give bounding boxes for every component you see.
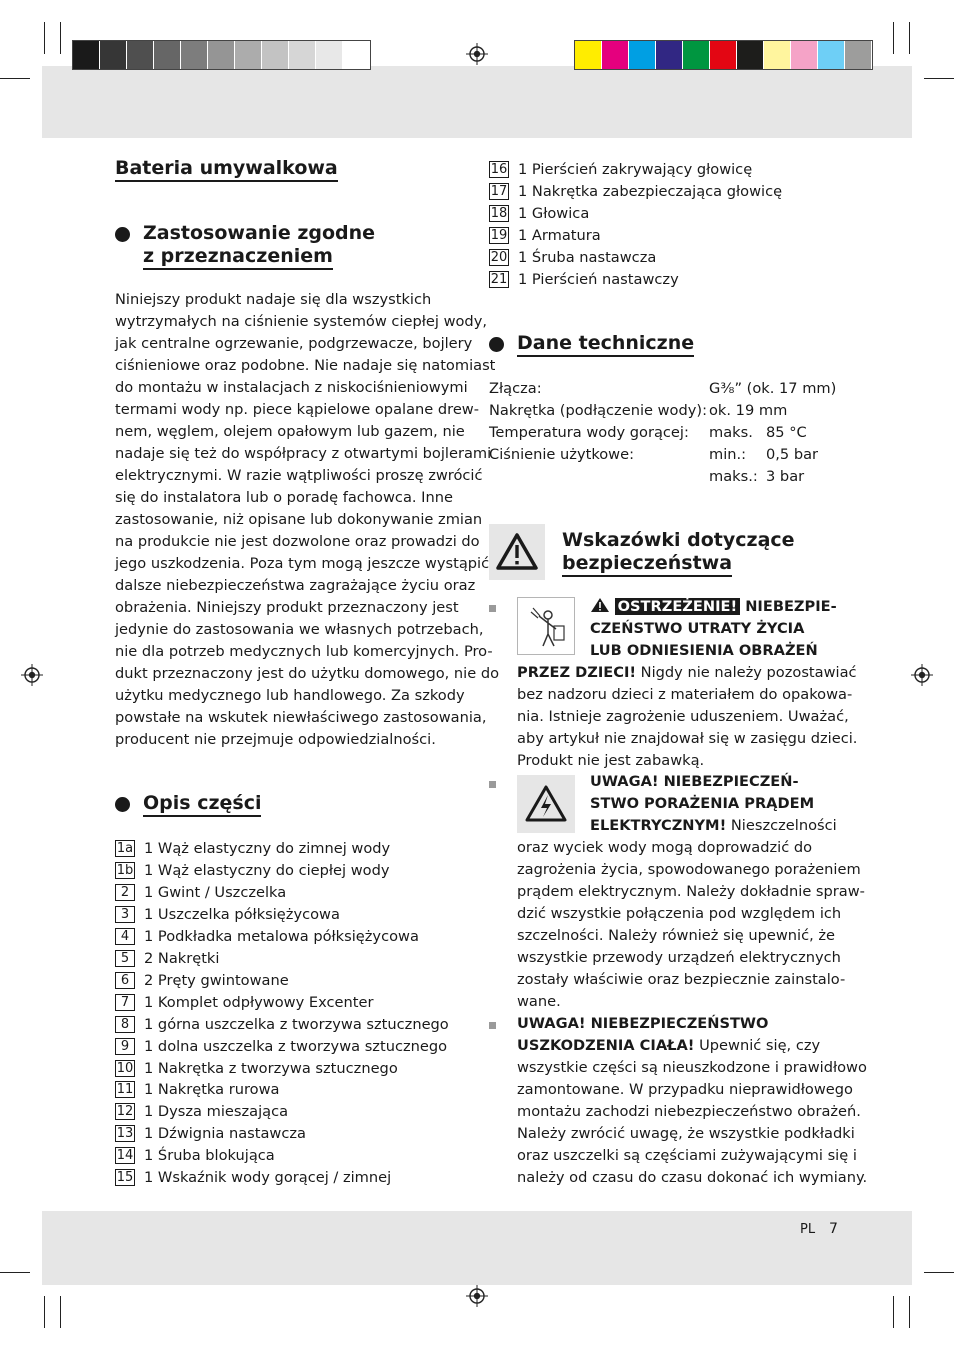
gray-swatch [127,41,154,69]
list-item [489,270,679,289]
list-item [115,1059,398,1078]
part-description: 1 Pierścień zakrywający głowicę [518,161,753,178]
warning-child-text: OSTRZEŻENIE! NIEBEZPIE- CZEŃSTWO UTRATY ŻYCIA LUB ODNIESIENIA OBRAŻEŃ [590,598,837,659]
paragraph-line: aby artykuł nie znajdował się w zasięgu dzieci. [517,730,858,747]
paragraph-line: prądem elektrycznym. Należy dokładnie spraw- [517,883,865,900]
list-bullet [489,1022,496,1029]
section-title-tech-data: Dane techniczne [517,332,694,355]
part-description: 1 Dysza mieszająca [144,1103,289,1121]
crop-mark [893,22,894,54]
paragraph-line: się do instalatora lub o poradę fachowca. Inne [115,489,453,506]
part-number: 10 [116,1060,134,1076]
section-bullet [115,797,130,812]
crop-mark [44,1296,45,1328]
registration-mark-icon [466,1285,488,1307]
part-description: 2 Nakrętki [144,949,220,967]
crop-mark [893,1296,894,1328]
warning-electric-text-rest [517,837,865,1013]
spec-value-2: 0,5 bar [766,446,819,463]
part-description: 1 Wąż elastyczny do ciepłej wody [144,861,390,879]
gray-swatch [154,41,181,69]
paragraph-line: obrażenia. Niniejszy produkt przeznaczony jest [115,599,459,616]
part-number: 21 [490,271,508,287]
spec-value: G⅜” (ok. 17 mm) [709,380,837,397]
part-number: 11 [116,1082,134,1098]
list-item [115,1168,391,1187]
paragraph-line: montażu zachodzi niebezpieczeństwo obrażeń. [517,1103,861,1120]
part-number: 12 [116,1104,134,1120]
paragraph-line: powstałe na wskutek niewłaściwego zastosowania, [115,709,487,726]
paragraph-line: jedynie do zastosowania we własnych potrzebach, [115,621,484,638]
gray-swatch [100,41,127,69]
color-swatch [602,41,629,69]
paragraph-line: dzić wszystkie połączenia pod względem ich [517,905,842,922]
list-item [115,1146,275,1165]
crop-mark [60,22,61,54]
part-number: 9 [115,1038,135,1055]
crop-mark [909,1296,910,1328]
paragraph-line: wytrzymałych na ciśnienie systemów ciepłej wody, [115,313,487,330]
registration-mark-icon [911,664,933,686]
part-description: 1 Wskaźnik wody gorącej / zimnej [144,1169,392,1187]
part-number: 17 [490,183,508,199]
part-number: 14 [116,1148,134,1164]
list-item [115,971,289,990]
paragraph-line: wszystkie części są nieuszkodzone i prawidłowo [517,1059,867,1076]
gray-swatch [289,41,316,69]
color-swatch [764,41,791,69]
spec-label: Nakrętka (podłączenie wody): [489,402,707,419]
part-number: 7 [115,994,135,1011]
gray-swatch [73,41,100,69]
color-swatch [683,41,710,69]
electric-hazard-box [517,775,575,833]
list-item [489,160,752,179]
part-description: 1 Armatura [518,226,601,244]
header-band [42,66,912,138]
paragraph-line: oraz wyciek wody mogą doprowadzić do [517,839,813,856]
section-bullet [489,337,504,352]
part-number: 1a [116,841,134,856]
paragraph-line: producent nie przejmuje odpowiedzialności. [115,731,436,748]
gray-swatch-bar [72,40,371,70]
color-swatch [737,41,764,69]
part-description: 1 Podkładka metalowa półksiężycowa [144,927,419,945]
gray-swatch [181,41,208,69]
part-number: 8 [115,1016,135,1033]
paragraph-line: zamontowane. W przypadku nieprawidłowego [517,1081,853,1098]
spec-value-2: 3 bar [766,468,805,485]
footer-page-number: 7 [829,1221,838,1237]
list-item [115,839,390,858]
color-swatch-bar [574,40,873,70]
paragraph-line: szczelności. Należy również się upewnić, że [517,927,836,944]
warning-box [489,524,545,580]
footer-language: PL [800,1222,816,1237]
spec-value: maks. [709,424,753,441]
intended-use-text [115,289,499,751]
color-swatch [791,41,818,69]
paragraph-line: nem, węglem, olejem opałowym lub gazem, nie [115,423,465,440]
section-bullet [115,227,130,242]
part-number: 6 [115,972,135,989]
child-icon [518,598,574,654]
paragraph-line: nia. Istnieje zagrożenie uduszeniem. Uważać, [517,708,849,725]
part-description: 2 Pręty gwintowane [144,971,289,989]
list-item [115,1102,288,1121]
spec-label: Temperatura wody gorącej: [489,424,689,441]
part-description: 1 dolna uszczelka z tworzywa sztucznego [144,1037,448,1055]
spec-value-2: 85 °C [766,424,807,441]
paragraph-line: jego uszkodzenia. Poza tym mogą jeszcze wystąpić [115,555,490,572]
paragraph-line: Produkt nie jest zabawką. [517,752,705,769]
crop-mark [44,22,45,54]
list-item [115,949,219,968]
part-number: 5 [115,950,135,967]
paragraph-line: dalsze niebezpieczeństwa zagrażające życiu oraz [115,577,476,594]
part-number: 1b [116,862,134,878]
spec-value: min.: [709,446,747,463]
parts-list-continued [489,160,839,295]
paragraph-line: jak centralne ogrzewanie, podgrzewacze, bojlery [115,335,473,352]
parts-list [115,839,465,1189]
color-swatch [845,41,872,69]
color-swatch [629,41,656,69]
paragraph-line: oraz uszczelki są częściami zużywającymi się i [517,1147,857,1164]
gray-swatch [235,41,262,69]
part-description: 1 górna uszczelka z tworzywa sztucznego [144,1015,449,1033]
crop-mark [0,1272,30,1273]
gray-swatch [208,41,235,69]
list-item [115,993,373,1012]
part-number: 13 [116,1126,134,1142]
part-number: 19 [490,227,508,243]
paragraph-line: wszystkie przewody urządzeń elektrycznych [517,949,841,966]
list-item [115,927,419,946]
warning-electric-text: UWAGA! NIEBEZPIECZEŃ- STWO PORAŻENIA PRĄDEM ELEKTRYCZNYM! Nieszczelności [590,773,837,834]
warning-triangle-icon [489,524,545,580]
warning-small-icon [590,597,610,613]
footer-band [42,1211,912,1285]
registration-mark-icon [466,43,488,65]
paragraph-line: dukt przeznaczony jest do użytku domowego, nie do [115,665,500,682]
color-swatch [656,41,683,69]
paragraph-line: nadaje się też do współpracy z otwartymi bojlerami [115,445,492,462]
paragraph-line: na produkcie nie jest dozwolone oraz prowadzi do [115,533,480,550]
list-item [115,1037,447,1056]
gray-swatch [343,41,370,69]
section-title-safety: Wskazówki dotyczące bezpieczeństwa [562,529,795,575]
part-description: 1 Pierścień nastawczy [518,270,679,288]
paragraph-line: zagrożenia życia, spowodowanego porażeniem [517,861,861,878]
list-item [489,248,656,267]
crop-mark [924,78,954,79]
paragraph-line: zastosowanie, niż opisane lub dokonywanie zmian [115,511,483,528]
registration-mark-icon [21,664,43,686]
section-title-parts: Opis części [143,792,261,815]
paragraph-line: bez nadzoru dzieci z materiałem do opakowa- [517,686,853,703]
crop-mark [60,1296,61,1328]
list-bullet [489,781,496,788]
tech-spec-table [489,378,839,493]
part-description: 1 Śruba blokująca [144,1147,275,1165]
part-description: 1 Nakrętka rurowa [144,1081,280,1099]
spec-label: Ciśnienie użytkowe: [489,446,635,463]
spec-value: maks.: [709,468,758,485]
part-description: 1 Nakrętka z tworzywa sztucznego [144,1059,398,1077]
list-item [115,1080,279,1099]
child-packaging-icon [517,597,575,655]
part-description: 1 Dźwignia nastawcza [144,1125,306,1143]
page-title: Bateria umywalkowa [115,157,338,180]
paragraph-line: Niniejszy produkt nadaje się dla wszystkich [115,291,432,308]
part-number: 15 [116,1170,134,1186]
warning-child-text-rest: PRZEZ DZIECI! Nigdy nie należy pozostawiać bez nadzoru dzieci z materiałem do opakowa- nia. Istnieje zagrożenie uduszeniem. Uważać, aby artykuł nie znajdował się w zasięgu dzieci. Produkt nie jest zabawką. [517,662,857,772]
paragraph-line: należy od czasu do czasu dokonać ich wymiany. [517,1169,868,1186]
part-description: 1 Śruba nastawcza [518,248,657,266]
part-description: 1 Gwint / Uszczelka [144,883,287,901]
list-item [115,1124,306,1143]
paragraph-line: elektrycznymi. W razie wątpliwości proszę zwrócić [115,467,483,484]
warning-injury-text: UWAGA! NIEBEZPIECZEŃSTWO USZKODZENIA CIAŁA! Upewnić się, czy wszystkie części są nieuszkodzone i prawidłowo zamontowane. W przypadku nieprawidłowego montażu zachodzi niebezpieczeństwo obrażeń. Należy zwrócić uwagę, że wszystkie podkładki oraz uszczelki są częściami zużywającymi się i należy od czasu do czasu dokonać ich wymiany. [517,1013,867,1189]
part-description: 1 Wąż elastyczny do zimnej wody [144,840,391,857]
paragraph-line: nie dla potrzeb medycznych lub komercyjnych. Pro- [115,643,493,660]
spec-label: Złącza: [489,380,542,397]
list-item [115,883,286,902]
paragraph-line: ciśnieniowe oraz podobne. Nie nadaje się natomiast [115,357,496,374]
part-description: 1 Głowica [518,204,590,222]
gray-swatch [316,41,343,69]
section-title-intended-use: Zastosowanie zgodne z przeznaczeniem [143,222,375,268]
part-description: 1 Komplet odpływowy Excenter [144,993,374,1011]
paragraph-line: użytku medycznego lub handlowego. Za szkody [115,687,465,704]
part-description: 1 Nakrętka zabezpieczająca głowicę [518,182,783,200]
part-number: 20 [490,249,508,265]
list-bullet [489,605,496,612]
gray-swatch [262,41,289,69]
crop-mark [0,78,30,79]
list-item [489,182,782,201]
list-item [115,905,340,924]
electric-hazard-icon [517,775,575,833]
list-item [115,861,389,880]
part-number: 16 [490,162,508,177]
color-swatch [710,41,737,69]
spec-value: ok. 19 mm [709,402,788,419]
part-number: 3 [115,906,135,923]
part-description: 1 Uszczelka półksiężycowa [144,905,340,923]
color-swatch [818,41,845,69]
list-item [489,226,601,245]
crop-mark [924,1272,954,1273]
paragraph-line: wane. [517,993,561,1010]
paragraph-line: Należy zwrócić uwagę, że wszystkie podkładki [517,1125,855,1142]
crop-mark [909,22,910,54]
color-swatch [575,41,602,69]
part-number: 18 [490,205,508,221]
part-number: 4 [115,928,135,945]
list-item [489,204,589,223]
paragraph-line: do montażu w instalacjach z niskociśnieniowymi [115,379,468,396]
paragraph-line: zostały właściwie oraz bezpiecznie zainstalo- [517,971,846,988]
part-number: 2 [115,884,135,901]
paragraph-line: termami wody np. piece kąpielowe opalane drew- [115,401,479,418]
list-item [115,1015,449,1034]
